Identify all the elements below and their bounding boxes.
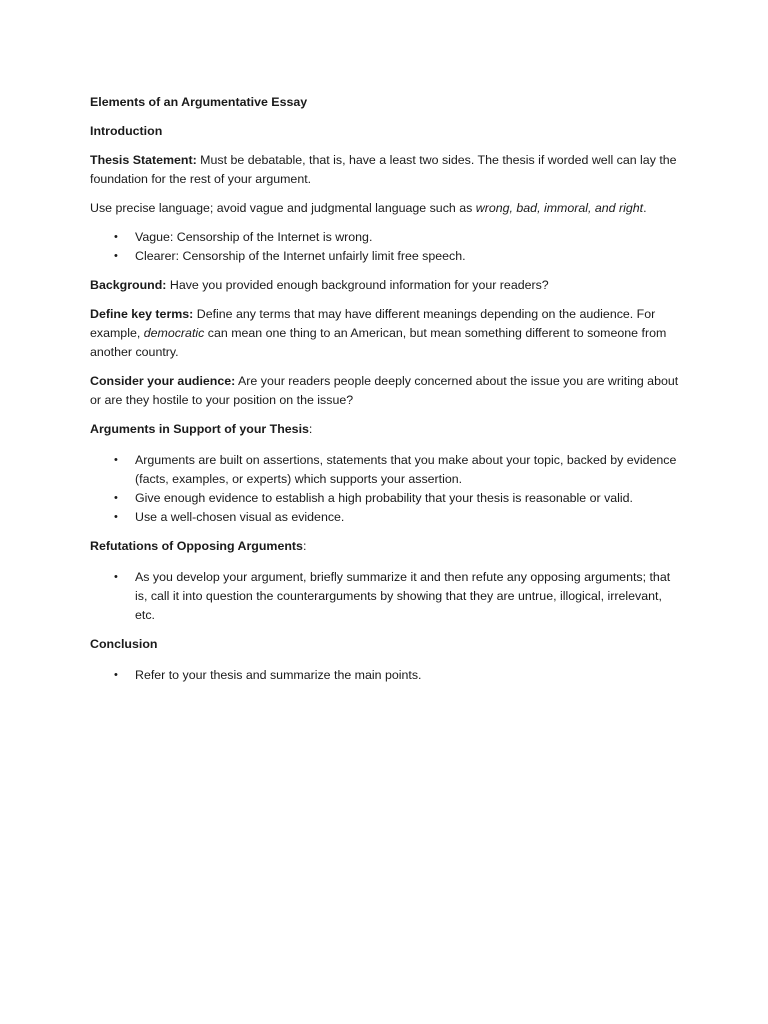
list-item (90, 247, 680, 266)
bullet-icon: • (114, 669, 118, 681)
refutations-heading-colon: : (302, 539, 307, 553)
list-item (90, 568, 680, 625)
background-text: Have you provided enough background information for your readers? (166, 278, 549, 292)
list-item-text: Arguments are built on assertions, statements that you make about your topic, backed by evidence (facts, examples, or experts) which supports your assertion. (135, 453, 677, 486)
list-item-text: Vague: Censorship of the Internet is wrong. (135, 230, 373, 244)
examples-list (90, 228, 680, 266)
list-item-text: Give enough evidence to establish a high probability that your thesis is reasonable or valid. (135, 491, 633, 505)
thesis-label: Thesis Statement: (90, 153, 197, 167)
define-terms-italic: democratic (143, 326, 205, 340)
list-item-text: Refer to your thesis and summarize the main points. (135, 668, 422, 682)
define-terms-paragraph (90, 305, 680, 362)
bullet-icon: • (114, 231, 118, 243)
define-terms-text-2: can mean one thing to an American, but mean something different to someone from another country. (90, 326, 667, 359)
list-item (90, 666, 680, 685)
bullet-icon: • (114, 250, 118, 262)
conclusion-heading: Conclusion (90, 637, 158, 651)
audience-paragraph (90, 372, 680, 410)
bullet-icon: • (114, 511, 118, 523)
refutations-heading-text: Refutations of Opposing Arguments (90, 539, 303, 553)
audience-label: Consider your audience: (90, 374, 236, 388)
thesis-text: Must be debatable, that is, have a least two sides. The thesis if worded well can lay the foundation for the rest of your argument. (90, 153, 677, 186)
introduction-heading: Introduction (90, 124, 163, 138)
list-item-text: As you develop your argument, briefly summarize it and then refute any opposing arguments; that is, call it into question the counterarguments by showing that they are untrue, illogical, irrelevant, etc. (135, 570, 671, 622)
arguments-heading-text: Arguments in Support of your Thesis (90, 422, 309, 436)
document-page (90, 93, 680, 695)
precise-language-paragraph (90, 199, 680, 218)
refutations-heading (90, 537, 680, 556)
precise-language-end: . (643, 201, 647, 215)
bullet-icon: • (114, 492, 118, 504)
background-label: Background: (90, 278, 167, 292)
refutations-list (90, 568, 680, 625)
audience-text: Are your readers people deeply concerned about the issue you are writing about or are they hostile to your position on the issue? (90, 374, 679, 407)
conclusion-list (90, 666, 680, 685)
thesis-paragraph (90, 151, 680, 189)
list-item (90, 489, 680, 508)
list-item-text: Use a well-chosen visual as evidence. (135, 510, 345, 524)
list-item (90, 508, 680, 527)
document-title: Elements of an Argumentative Essay (90, 95, 308, 109)
background-paragraph (90, 276, 680, 295)
arguments-list (90, 451, 680, 527)
bullet-icon: • (114, 571, 118, 583)
define-terms-text-1: Define any terms that may have different meanings depending on the audience. For example, (90, 307, 656, 340)
precise-language-examples: wrong, bad, immoral, and right (475, 201, 644, 215)
bullet-icon: • (114, 454, 118, 466)
arguments-heading-colon: : (308, 422, 313, 436)
list-item (90, 451, 680, 489)
list-item (90, 228, 680, 247)
define-terms-label: Define key terms: (90, 307, 194, 321)
arguments-heading (90, 420, 680, 439)
precise-language-text: Use precise language; avoid vague and judgmental language such as (90, 201, 476, 215)
list-item-text: Clearer: Censorship of the Internet unfairly limit free speech. (135, 249, 466, 263)
